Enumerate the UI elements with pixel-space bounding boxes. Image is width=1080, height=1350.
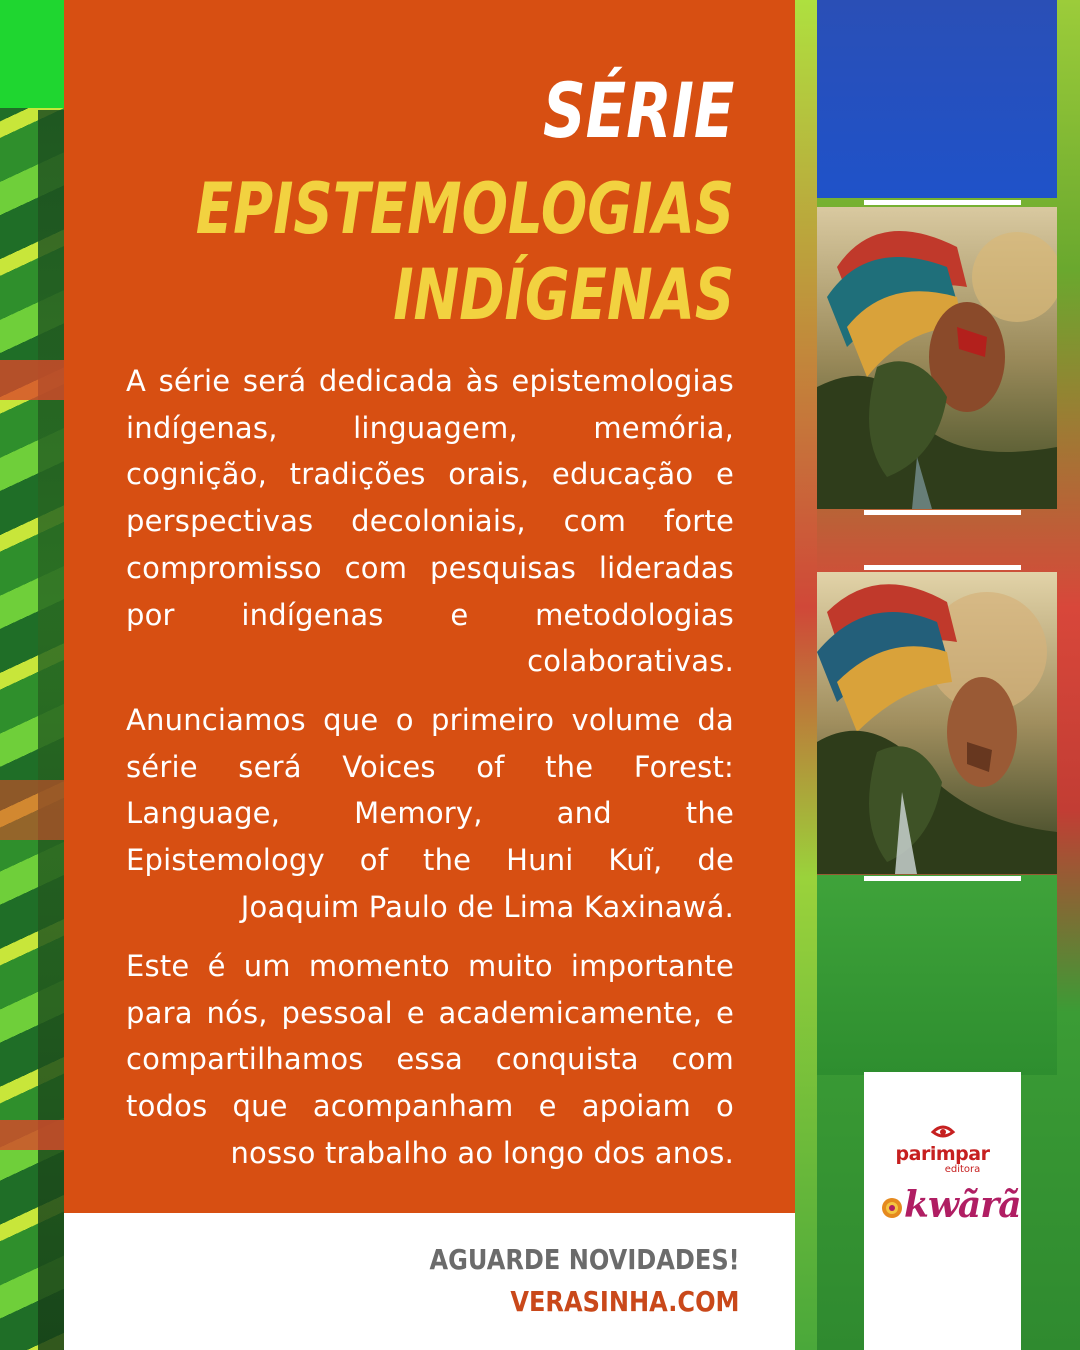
flower-icon (880, 1196, 904, 1220)
cta-text: AGUARDE NOVIDADES! (429, 1243, 740, 1276)
blue-block (817, 0, 1057, 198)
parimpar-name: parimpar (895, 1143, 990, 1165)
frame-line (864, 510, 1021, 515)
title-serie: SÉRIE (542, 66, 734, 155)
frame-line (864, 200, 1021, 205)
green-block (817, 875, 1057, 1075)
title-epistemologias: EPISTEMOLOGIAS (195, 168, 734, 250)
frame-line (864, 565, 1021, 570)
right-column-edge (795, 0, 817, 1350)
title-indigenas: INDÍGENAS (392, 254, 734, 336)
parimpar-mark-icon (930, 1122, 956, 1142)
kwara-logo (880, 1182, 1021, 1232)
paragraph-intro: A série será dedicada às epistemologias indígenas, linguagem, memória, cognição, tradições orais, educação e perspectivas decoloniais, com forte compromisso com pesquisas lideradas por indígenas e metodologias colaborativas. (126, 364, 734, 679)
logo-card (864, 1072, 1021, 1350)
frame-line (864, 876, 1021, 881)
paragraph-announcement: Anunciamos que o primeiro volume da série será Voices of the Forest: Language, Memory, and the Epistemology of the Huni Kuĩ, de Joaquim Paulo de Lima Kaxinawá. (126, 703, 734, 924)
left-splash (0, 360, 64, 400)
website-link[interactable]: VERASINHA.COM (510, 1285, 740, 1318)
parimpar-logo (864, 1122, 1021, 1176)
paragraph-gratitude: Este é um momento muito importante para nós, pessoal e academicamente, e compartilhamos essa conquista com todos que acompanham e apoiam o nosso trabalho ao longo dos anos. (126, 949, 734, 1170)
kwara-name: kwãrã (904, 1184, 1021, 1226)
left-splash (0, 1120, 64, 1150)
portrait-image-1 (817, 207, 1057, 509)
left-splash (0, 780, 64, 840)
portrait-image-2 (817, 572, 1057, 874)
parimpar-subtitle: editora (944, 1164, 981, 1175)
